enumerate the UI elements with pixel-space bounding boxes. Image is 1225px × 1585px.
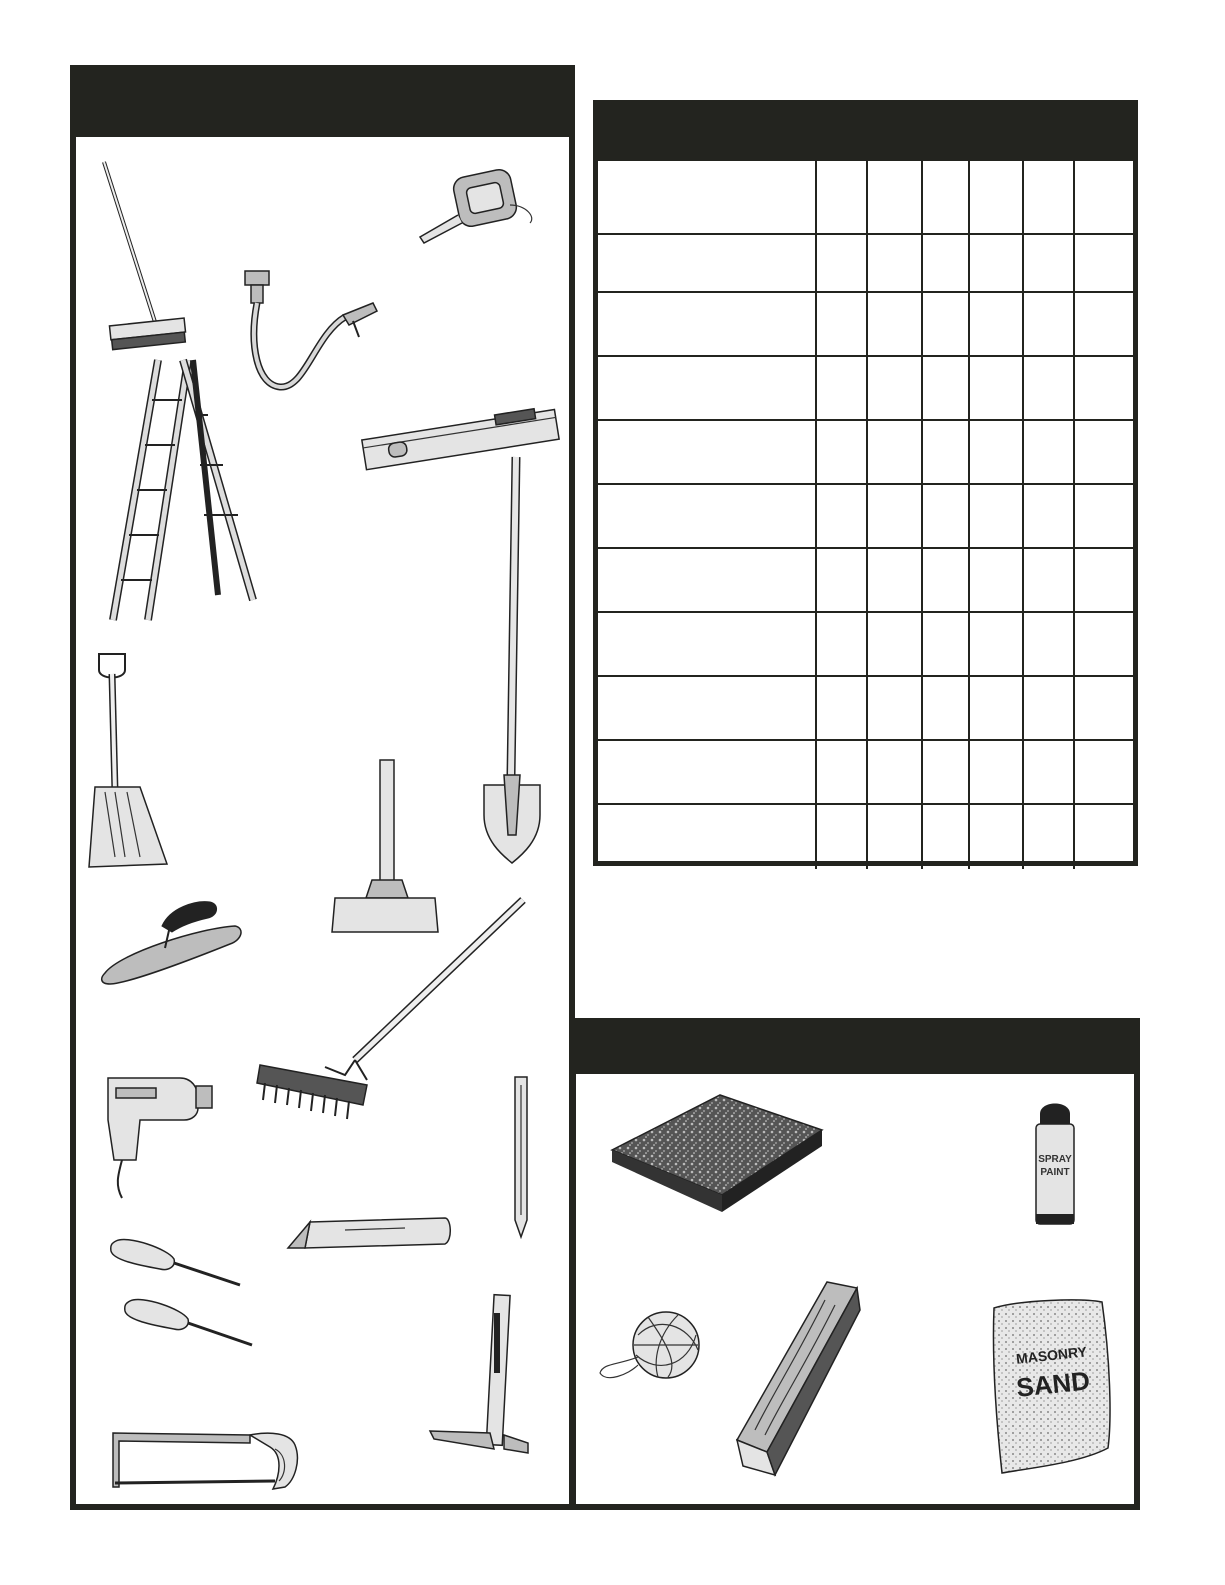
schedule-check-cell (1023, 292, 1074, 356)
schedule-check-cell (922, 292, 969, 356)
schedule-check-cell (922, 804, 969, 869)
schedule-check-cell (922, 484, 969, 548)
schedule-check-cell (1074, 676, 1133, 740)
schedule-check-cell (969, 484, 1024, 548)
schedule-row (598, 804, 1133, 869)
schedule-check-cell (922, 234, 969, 292)
pick-mattock-icon (428, 1293, 533, 1463)
schedule-check-cell (969, 161, 1024, 234)
schedule-row-label-cell (598, 804, 816, 869)
schedule-check-cell (1023, 740, 1074, 804)
round-point-shovel-icon (482, 455, 547, 865)
spray-paint-can-icon (1030, 1092, 1080, 1232)
hacksaw-icon (105, 1425, 305, 1495)
schedule-check-cell (867, 548, 922, 612)
schedule-check-cell (867, 161, 922, 234)
sand-bag-label-line2: SAND (1014, 1365, 1092, 1403)
schedule-row-label-cell (598, 356, 816, 420)
schedule-row (598, 356, 1133, 420)
schedule-check-cell (969, 292, 1024, 356)
schedule-check-cell (1023, 612, 1074, 676)
schedule-row (598, 548, 1133, 612)
schedule-check-cell (867, 292, 922, 356)
schedule-check-cell (969, 804, 1024, 869)
power-drill-icon (100, 1070, 220, 1200)
schedule-check-cell (969, 234, 1024, 292)
schedule-check-cell (867, 234, 922, 292)
finishing-trowel-icon (100, 898, 245, 988)
schedule-row (598, 676, 1133, 740)
schedule-check-cell (922, 356, 969, 420)
garden-rake-icon (255, 895, 530, 1130)
tape-measure-icon (418, 165, 538, 250)
schedule-check-cell (867, 612, 922, 676)
schedule-row-label-cell (598, 548, 816, 612)
schedule-row (598, 292, 1133, 356)
schedule-check-cell (1074, 234, 1133, 292)
sand-bag-icon (990, 1298, 1115, 1478)
schedule-check-cell (867, 740, 922, 804)
schedule-check-cell (922, 161, 969, 234)
utility-knife-icon (285, 1210, 455, 1255)
schedule-row (598, 484, 1133, 548)
schedule-row (598, 740, 1133, 804)
schedule-check-cell (1023, 676, 1074, 740)
schedule-check-cell (1074, 548, 1133, 612)
schedule-check-cell (1074, 484, 1133, 548)
lumber-board-icon (735, 1280, 865, 1480)
schedule-check-cell (969, 676, 1024, 740)
schedule-check-cell (816, 484, 867, 548)
scoop-shovel-icon (85, 652, 170, 872)
schedule-check-cell (816, 612, 867, 676)
schedule-check-cell (969, 420, 1024, 484)
schedule-check-cell (867, 676, 922, 740)
landscape-fabric-pad-icon (610, 1090, 825, 1220)
schedule-check-cell (1074, 612, 1133, 676)
schedule-row (598, 161, 1133, 234)
schedule-row-label-cell (598, 234, 816, 292)
tools-panel-header (70, 65, 575, 137)
schedule-check-cell (867, 804, 922, 869)
schedule-check-cell (1023, 804, 1074, 869)
schedule-row (598, 420, 1133, 484)
schedule-check-cell (816, 161, 867, 234)
schedule-row-label-cell (598, 612, 816, 676)
schedule-check-cell (1074, 740, 1133, 804)
screwdriver-icon (108, 1235, 248, 1290)
schedule-check-cell (867, 484, 922, 548)
schedule-check-cell (969, 548, 1024, 612)
materials-panel-header (570, 1018, 1140, 1073)
schedule-check-cell (816, 548, 867, 612)
wooden-stake-icon (512, 1075, 532, 1240)
schedule-table-grid (598, 161, 1133, 869)
schedule-check-cell (1074, 292, 1133, 356)
schedule-check-cell (1023, 548, 1074, 612)
schedule-check-cell (922, 740, 969, 804)
schedule-row-label-cell (598, 676, 816, 740)
schedule-check-cell (1074, 356, 1133, 420)
schedule-check-cell (867, 356, 922, 420)
schedule-table-header (593, 100, 1138, 162)
schedule-row-label-cell (598, 292, 816, 356)
schedule-row-label-cell (598, 420, 816, 484)
schedule-check-cell (969, 612, 1024, 676)
schedule-check-cell (816, 804, 867, 869)
schedule-check-cell (922, 548, 969, 612)
schedule-check-cell (922, 420, 969, 484)
schedule-row-label-cell (598, 740, 816, 804)
schedule-check-cell (816, 292, 867, 356)
schedule-check-cell (969, 740, 1024, 804)
schedule-check-cell (867, 420, 922, 484)
schedule-check-cell (1023, 234, 1074, 292)
schedule-check-cell (816, 740, 867, 804)
schedule-check-cell (816, 234, 867, 292)
spray-paint-label-line1: SPRAY (1038, 1154, 1072, 1165)
schedule-check-cell (1074, 420, 1133, 484)
schedule-check-cell (1023, 356, 1074, 420)
sand-bag-label-line1: MASONRY (1015, 1343, 1088, 1367)
schedule-check-cell (1023, 484, 1074, 548)
schedule-check-cell (1074, 804, 1133, 869)
schedule-check-cell (1074, 161, 1133, 234)
schedule-check-cell (969, 356, 1024, 420)
schedule-check-cell (922, 676, 969, 740)
schedule-row-label-cell (598, 484, 816, 548)
schedule-row (598, 612, 1133, 676)
schedule-check-cell (922, 612, 969, 676)
string-ball-icon (598, 1305, 708, 1395)
push-broom-icon (100, 160, 190, 355)
step-ladder-icon (108, 355, 258, 630)
schedule-row (598, 234, 1133, 292)
schedule-check-cell (1023, 161, 1074, 234)
schedule-check-cell (816, 356, 867, 420)
schedule-check-cell (816, 676, 867, 740)
schedule-check-cell (816, 420, 867, 484)
schedule-row-label-cell (598, 161, 816, 234)
spray-paint-label-line2: PAINT (1040, 1167, 1070, 1178)
schedule-check-cell (1023, 420, 1074, 484)
screwdriver-icon (122, 1295, 257, 1350)
